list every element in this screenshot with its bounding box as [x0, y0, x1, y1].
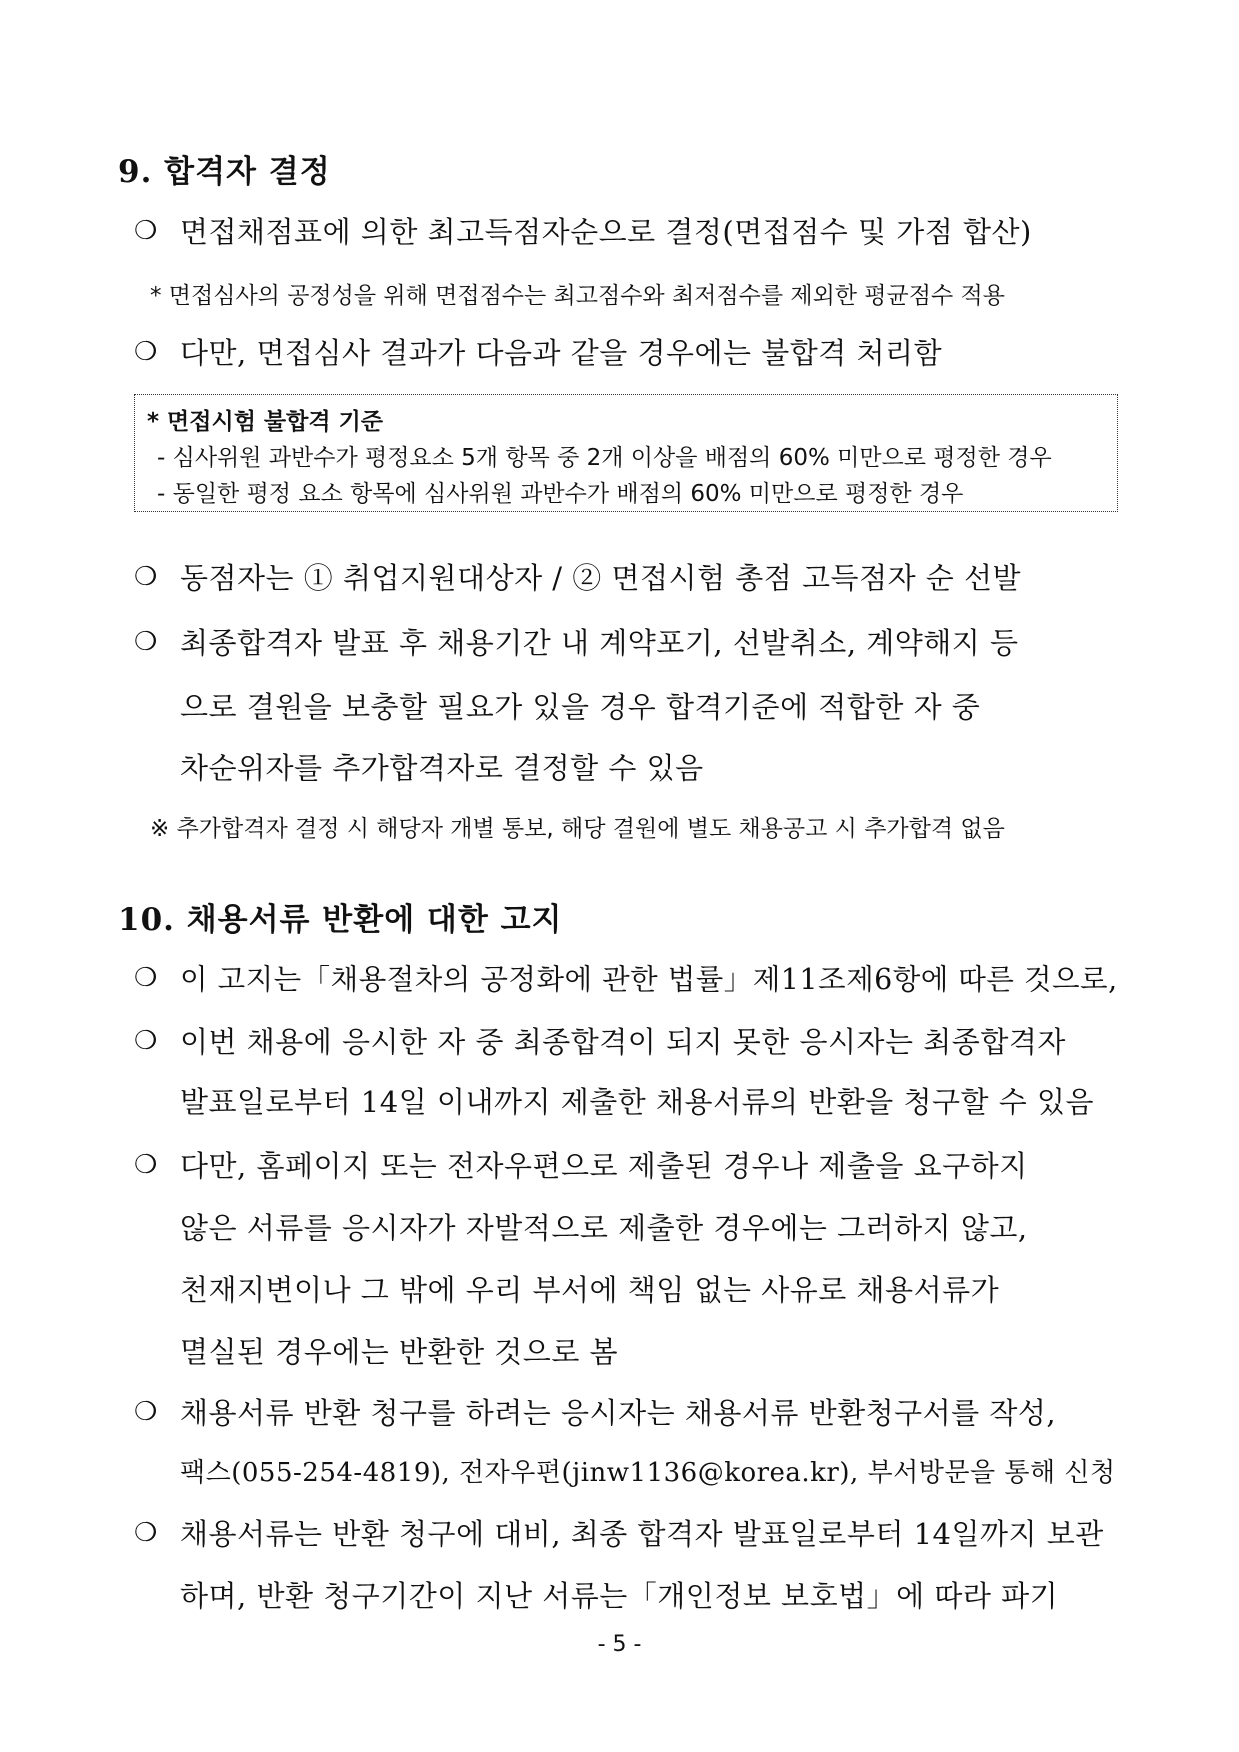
section-10-item-1: 이 고지는「채용절차의 공정화에 관한 법률」제11조제6항에 따른 것으로, [180, 963, 1118, 996]
section-9-item-2: 다만, 면접심사 결과가 다음과 같을 경우에는 불합격 처리함 [180, 336, 943, 370]
bullet-icon: ❍ [134, 1397, 158, 1427]
section-9-item-1: 면접채점표에 의한 최고득점자순으로 결정(면접점수 및 가점 합산) [180, 215, 1032, 249]
criteria-box [134, 394, 1118, 512]
section-9-heading: 9. 합격자 결정 [118, 154, 331, 190]
section-9-note-1: * 면접심사의 공정성을 위해 면접점수는 최고점수와 최저점수를 제외한 평균점수 적용 [150, 283, 1005, 309]
section-10-heading: 10. 채용서류 반환에 대한 고지 [118, 902, 563, 938]
section-9-item-4-line-1: 최종합격자 발표 후 채용기간 내 계약포기, 선발취소, 계약해지 등 [180, 626, 1019, 660]
section-10-item-4-line-2: 팩스(055-254-4819), 전자우편(jinw1136@korea.kr), 부서방문을 통해 신청 [180, 1458, 1116, 1488]
section-9-item-3: 동점자는 ① 취업지원대상자 / ② 면접시험 총점 고득점자 순 선발 [180, 561, 1022, 595]
bullet-icon: ❍ [134, 627, 158, 657]
bullet-icon: ❍ [134, 216, 158, 246]
section-10-item-2-line-2: 발표일로부터 14일 이내까지 제출한 채용서류의 반환을 청구할 수 있음 [180, 1085, 1095, 1119]
page-number: - 5 - [597, 1632, 642, 1657]
bullet-icon: ❍ [134, 1026, 158, 1056]
criteria-item: - 동일한 평정 요소 항목에 심사위원 과반수가 배점의 60% 미만으로 평정한 경우 [157, 481, 964, 507]
section-10-item-5-line-2: 하며, 반환 청구기간이 지난 서류는「개인정보 보호법」에 따라 파기 [180, 1579, 1059, 1613]
section-10-item-3-line-1: 다만, 홈페이지 또는 전자우편으로 제출된 경우나 제출을 요구하지 [180, 1149, 1028, 1183]
section-10-item-3-line-2: 않은 서류를 응시자가 자발적으로 제출한 경우에는 그러하지 않고, [180, 1211, 1028, 1245]
bullet-icon: ❍ [134, 1150, 158, 1180]
section-9-item-4-line-2: 으로 결원을 보충할 필요가 있을 경우 합격기준에 적합한 자 중 [180, 690, 981, 724]
criteria-item: - 심사위원 과반수가 평정요소 5개 항목 중 2개 이상을 배점의 60% 미만으로 평정한 경우 [157, 445, 1052, 471]
bullet-icon: ❍ [134, 337, 158, 367]
section-10-item-3-line-3: 천재지변이나 그 밖에 우리 부서에 책임 없는 사유로 채용서류가 [180, 1273, 1000, 1307]
section-10-item-4-line-1: 채용서류 반환 청구를 하려는 응시자는 채용서류 반환청구서를 작성, [180, 1396, 1057, 1430]
section-10-item-5-line-1: 채용서류는 반환 청구에 대비, 최종 합격자 발표일로부터 14일까지 보관 [180, 1517, 1104, 1551]
bullet-icon: ❍ [134, 963, 158, 993]
criteria-box-title: * 면접시험 불합격 기준 [147, 409, 384, 435]
section-9-item-4-line-3: 차순위자를 추가합격자로 결정할 수 있음 [180, 751, 704, 785]
section-9-note-2: ※ 추가합격자 결정 시 해당자 개별 통보, 해당 결원에 별도 채용공고 시 추가합격 없음 [150, 816, 1005, 842]
section-10-item-2-line-1: 이번 채용에 응시한 자 중 최종합격이 되지 못한 응시자는 최종합격자 [180, 1025, 1066, 1059]
bullet-icon: ❍ [134, 562, 158, 592]
bullet-icon: ❍ [134, 1518, 158, 1548]
section-10-item-3-line-4: 멸실된 경우에는 반환한 것으로 봄 [180, 1335, 619, 1369]
